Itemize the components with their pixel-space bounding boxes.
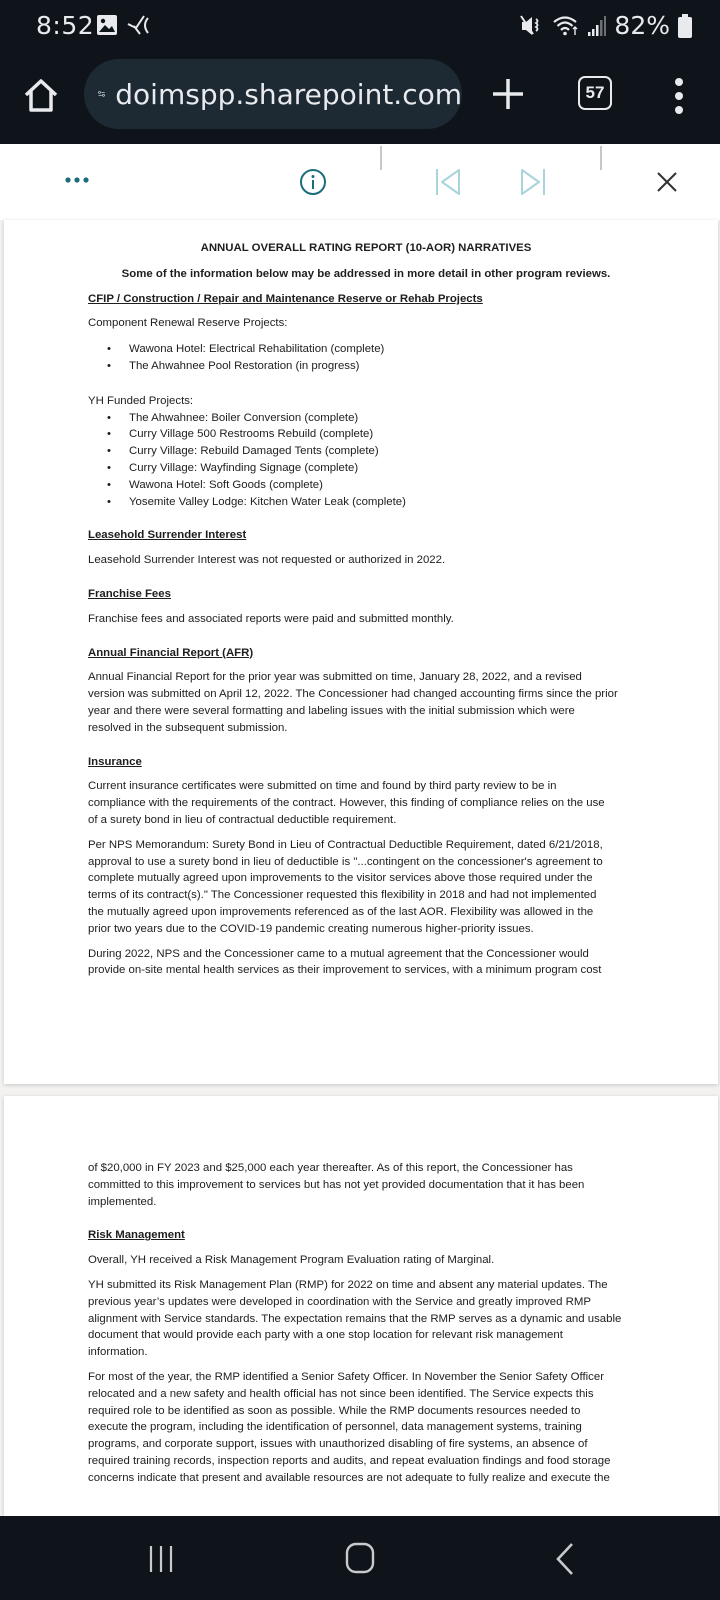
home-icon[interactable] — [22, 76, 60, 114]
text-line: alignment with Service standards. The expectation remains that the RMP serves as a dynamic and usable — [88, 1312, 622, 1325]
list-item: • Curry Village: Rebuild Damaged Tents (complete) — [88, 443, 644, 460]
text-line: terms of its contract(s)." The Concessioner requested this flexibility in 2018 and had not implemented — [88, 889, 597, 902]
home-nav-icon[interactable] — [345, 1542, 375, 1574]
text-line: document that would provide each party with a one stop location for relevant risk management — [88, 1329, 563, 1342]
list-item: • Yosemite Valley Lodge: Kitchen Water Leak (complete) — [88, 494, 644, 511]
franchise-text: Franchise fees and associated reports were paid and submitted monthly. — [88, 612, 454, 625]
section-heading-insurance: Insurance — [88, 755, 142, 768]
insurance-paragraph-3-continued — [88, 1160, 644, 1210]
text-line: prior two years due to the COVID-19 pandemic creating numerous higher-priority issues. — [88, 922, 534, 935]
text-line: Current insurance certificates were submitted on time and found by third party review to be in — [88, 780, 557, 793]
document-body — [88, 240, 644, 979]
text-line: For most of the year, the RMP identified a Senior Safety Officer. In November the Senior Safety Officer — [88, 1370, 604, 1383]
site-settings-icon[interactable] — [98, 82, 105, 106]
more-menu-icon[interactable] — [672, 76, 686, 116]
tab-switcher-button[interactable] — [578, 76, 612, 110]
list-item: • Curry Village: Wayfinding Signage (complete) — [88, 460, 644, 477]
first-page-icon[interactable] — [435, 167, 461, 197]
text-line: During 2022, NPS and the Concessioner came to a mutual agreement that the Concessioner would — [88, 947, 589, 960]
text-line: resolved in the subsequent submission. — [88, 721, 288, 734]
text-line: concerns indicate that present and available resources are not adequate to fully realize and execute the — [88, 1471, 610, 1484]
section-heading-cfip: CFIP / Construction / Repair and Maintenance Reserve or Rehab Projects — [88, 292, 483, 305]
tab-count: 57 — [585, 83, 605, 102]
text-line: provide on-site mental health services as their improvement to services, with a minimum program cost — [88, 964, 602, 977]
last-page-icon[interactable] — [520, 167, 546, 197]
system-navigation-bar — [0, 1516, 720, 1600]
document-page-2 — [4, 1096, 718, 1516]
insurance-paragraph-3 — [88, 946, 644, 980]
text-line: year and there were several formatting and labeling issues with the initial submission which were — [88, 704, 575, 717]
status-bar — [0, 0, 720, 52]
section-heading-afr: Annual Financial Report (AFR) — [88, 646, 254, 659]
text-line: compliance with the requirements of the contract. However, this finding of compliance relies on the use — [88, 797, 605, 810]
text-line: of $20,000 in FY 2023 and $25,000 each year thereafter. As of this report, the Concessioner has — [88, 1162, 573, 1174]
afr-paragraph — [88, 669, 644, 736]
list-item: • Wawona Hotel: Soft Goods (complete) — [88, 477, 644, 494]
text-line: of a surety bond in lieu of contractual deductible requirement. — [88, 813, 397, 826]
text-line: execute the program, including the identification of personnel, data management systems, training — [88, 1421, 582, 1434]
document-subtitle: Some of the information below may be addressed in more detail in other program reviews. — [121, 267, 611, 280]
section-heading-leasehold: Leasehold Surrender Interest — [88, 529, 247, 542]
text-line: implemented. — [88, 1195, 157, 1208]
battery-icon — [678, 14, 692, 38]
risk-paragraph-2 — [88, 1277, 644, 1361]
risk-paragraph-3 — [88, 1369, 644, 1487]
app-notification-icon — [126, 14, 152, 36]
insurance-paragraph-2 — [88, 837, 644, 938]
text-line: Per NPS Memorandum: Surety Bond in Lieu of Contractual Deductible Requirement, dated 6/21/2018, — [88, 838, 603, 851]
document-viewer-toolbar — [0, 144, 720, 220]
signal-icon — [588, 15, 606, 37]
text-line: complete mutually agreed upon improvements to the visitor services above those required under the — [88, 872, 593, 885]
text-line: required role to be identified as soon as possible. While the RMP documents resources needed to — [88, 1404, 581, 1417]
mute-icon — [520, 15, 544, 37]
leasehold-text: Leasehold Surrender Interest was not requested or authorized in 2022. — [88, 554, 446, 567]
list-item: • The Ahwahnee Pool Restoration (in progress) — [88, 358, 644, 375]
info-icon[interactable] — [299, 168, 327, 196]
list-item: • Wawona Hotel: Electrical Rehabilitation (complete) — [88, 341, 644, 358]
yh-funded-label: YH Funded Projects: — [88, 394, 194, 407]
text-line: Annual Financial Report for the prior year was submitted on time, January 28, 2022, and a revised — [88, 671, 582, 684]
section-heading-franchise: Franchise Fees — [88, 587, 171, 600]
document-body — [88, 1160, 644, 1487]
text-line: the mutually agreed upon improvements referenced as of the last AOR. Flexibility was allowed in the — [88, 905, 594, 918]
text-line: relocated and a new safety and health official has not since been identified. The Service expects this — [88, 1387, 594, 1400]
battery-percent: 82% — [614, 11, 670, 40]
text-line: committed to this improvement to services but has not yet provided documentation that it has been — [88, 1178, 585, 1191]
document-page-1 — [4, 220, 718, 1084]
text-line: required training records, inspection reports and audits, and repeat evaluation findings and food storage — [88, 1454, 611, 1467]
url-text[interactable]: doimspp.sharepoint.com — [115, 77, 462, 111]
list-item: • The Ahwahnee: Boiler Conversion (complete) — [88, 410, 644, 427]
text-line: programs, and corporate support, issues with unauthorized disabling of fire systems, an absence of — [88, 1438, 588, 1451]
text-line: approval to use a surety bond in lieu of deductible is "...contingent on the concessioner's agreement to — [88, 855, 603, 868]
list-item: • Curry Village 500 Restrooms Rebuild (complete) — [88, 426, 644, 443]
clock: 8:52 — [36, 11, 95, 40]
toolbar-divider — [600, 146, 602, 170]
browser-toolbar — [0, 52, 720, 144]
component-renewal-list — [88, 341, 644, 375]
text-line: previous year’s updates were developed in coordination with the Service and greatly improved RMP — [88, 1295, 591, 1308]
recent-apps-icon[interactable] — [148, 1544, 176, 1574]
more-options-icon[interactable] — [64, 176, 90, 184]
wifi-icon — [552, 15, 580, 37]
new-tab-icon[interactable] — [488, 74, 528, 114]
text-line: version was submitted on April 12, 2022. The Concessioner had changed accounting firms since the prior — [88, 688, 618, 701]
component-renewal-label: Component Renewal Reserve Projects: — [88, 317, 288, 330]
text-line: information. — [88, 1346, 148, 1359]
close-icon[interactable] — [655, 170, 679, 194]
text-line: YH submitted its Risk Management Plan (RMP) for 2022 on time and absent any material updates. The — [88, 1278, 608, 1291]
yh-funded-list — [88, 410, 644, 511]
document-title: ANNUAL OVERALL RATING REPORT (10-AOR) NARRATIVES — [200, 242, 532, 254]
risk-paragraph-1: Overall, YH received a Risk Management Program Evaluation rating of Marginal. — [88, 1254, 495, 1267]
address-bar[interactable] — [84, 59, 462, 129]
toolbar-divider — [380, 146, 382, 170]
insurance-paragraph-1 — [88, 778, 644, 828]
section-heading-risk: Risk Management — [88, 1229, 185, 1242]
gallery-icon — [96, 14, 118, 36]
back-icon[interactable] — [554, 1542, 576, 1576]
